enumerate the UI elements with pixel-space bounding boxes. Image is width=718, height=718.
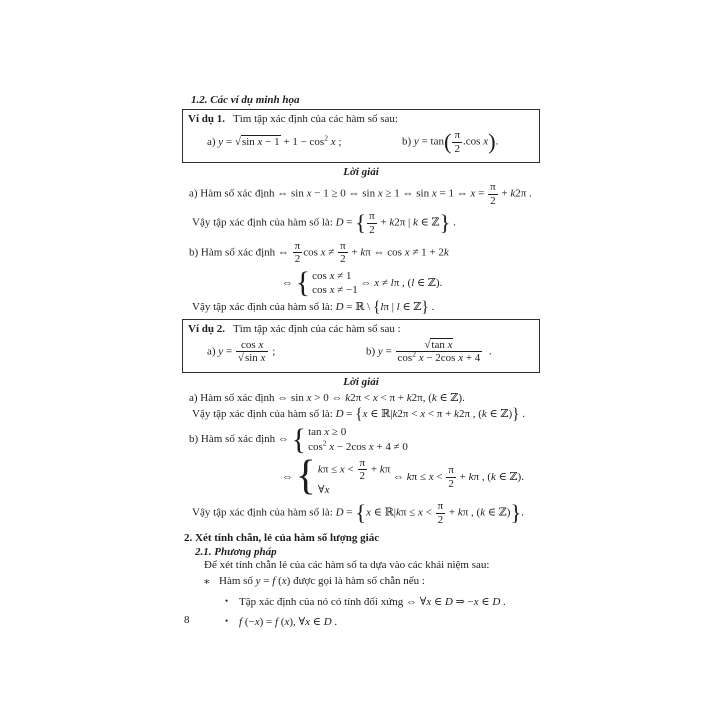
section-1-2-heading: 1.2. Các ví dụ minh họa [191,94,300,106]
example-1-item-b: b) y = tan( $\frac{\pi}{2}$ .cos x). [402,128,499,155]
even-function-definition [203,575,540,588]
dot-bullet-icon: • [225,595,229,606]
example-2-title: Tìm tập xác định của các hàm số sau : [233,322,401,335]
asterisk-bullet-icon: ∗ [203,575,211,588]
solution-2a-line: a) Hàm số xác định ⇔ sin x > 0 ⇔ k2π < x < π + k2π, (k ∈ ℤ). [189,391,465,404]
solution-2b-line-1: b) Hàm số xác định ⇔ { tan x ≥ 0 $\cos^2 x - 2\cos$ x + 4 ≠ 0 [189,422,408,456]
definition-bullet-2 [225,615,540,628]
section-2-1-heading: 2.1. Phương pháp [195,545,277,558]
solution-1b-line-2: ⇔ { cos x ≠ 1 cos x ≠ −1 ⇔ x ≠ lπ , (l ∈ ℤ). [282,266,443,300]
example-2-formulas [188,336,534,368]
definition-bullet-1 [225,595,540,608]
page-number: 8 [184,614,190,626]
section-2-intro: Để xét tính chẵn lẻ của các hàm số ta dựa vào các khái niệm sau: [204,558,490,571]
example-1-box [182,109,540,163]
dot-bullet-icon: • [225,615,229,626]
solution-1-heading: Lời giải [343,166,379,178]
solution-1a-conclusion: Vậy tập xác định của hàm số là: D = { $\frac{\pi}{2}$ + k2π | k ∈ ℤ} . [192,210,456,236]
example-2-item-b: b) y = $\frac{\text{√tan x}}{\cos^2 x - 2\cos x + 4}$ . [366,338,492,365]
example-1-item-a: a) y = √sin $x - 1 + 1 - \cos^2 x$ ; [207,133,342,148]
example-1-formulas [188,126,534,158]
solution-2b-conclusion: Vậy tập xác định của hàm số là: D = {x ∈ ℝ|kπ ≤ x < $\frac{\pi}{2}$ + kπ , (k ∈ ℤ)}. [192,500,525,527]
solution-1b-line-1: b) Hàm số xác định ⇔ $\frac{\pi}{2}$ cos x ≠ $\frac{\pi}{2}$ + kπ ⇔ cos x ≠ 1 + 2k [189,239,449,266]
example-1-title-line [188,113,534,125]
solution-2-heading: Lời giải [343,375,379,388]
example-2-label: Ví dụ 2. [188,322,225,335]
solution-1a-line: a) Hàm số xác định ⇔ sin x − 1 ≥ 0 ⇔ sin x ≥ 1 ⇔ sin x = 1 ⇔ x = $\frac{\pi}{2}$ + k2π . [189,181,532,207]
example-2-box [182,319,540,373]
example-2-title-line [188,323,534,335]
even-function-definition-text: Hàm số y = f (x) được gọi là hàm số chẵn nếu : [219,574,425,587]
solution-1b-conclusion: Vậy tập xác định của hàm số là: D = ℝ \ {lπ | l ∈ ℤ} . [192,299,435,317]
example-1-label: Ví dụ 1. [188,113,225,125]
example-1-title: Tìm tập xác định của các hàm số sau: [233,113,398,125]
section-2-heading: 2. Xét tính chẵn, lẻ của hàm số lượng giác [184,531,380,544]
definition-bullet-1-text: Tập xác định của nó có tính đối xứng ⇔ ∀x ∈ D ⇒ −x ∈ D . [239,595,506,608]
example-2-item-a: a) y = $\frac{\text{cos x}}{\text{√sin x}}$ ; [207,338,276,365]
definition-bullet-2-text: f (−x) = f (x), ∀x ∈ D . [239,615,338,628]
solution-2a-conclusion: Vậy tập xác định của hàm số là: D = {x ∈ ℝ|k2π < x < π + k2π , (k ∈ ℤ)} . [192,405,526,423]
solution-2b-line-2: ⇔ { kπ ≤ x < $\frac{\pi}{2}$ + kπ ∀x ⇔ kπ ≤ x < $\frac{\pi}{2}$ + kπ , (k ∈ ℤ). [282,453,524,500]
page-content [182,94,540,635]
